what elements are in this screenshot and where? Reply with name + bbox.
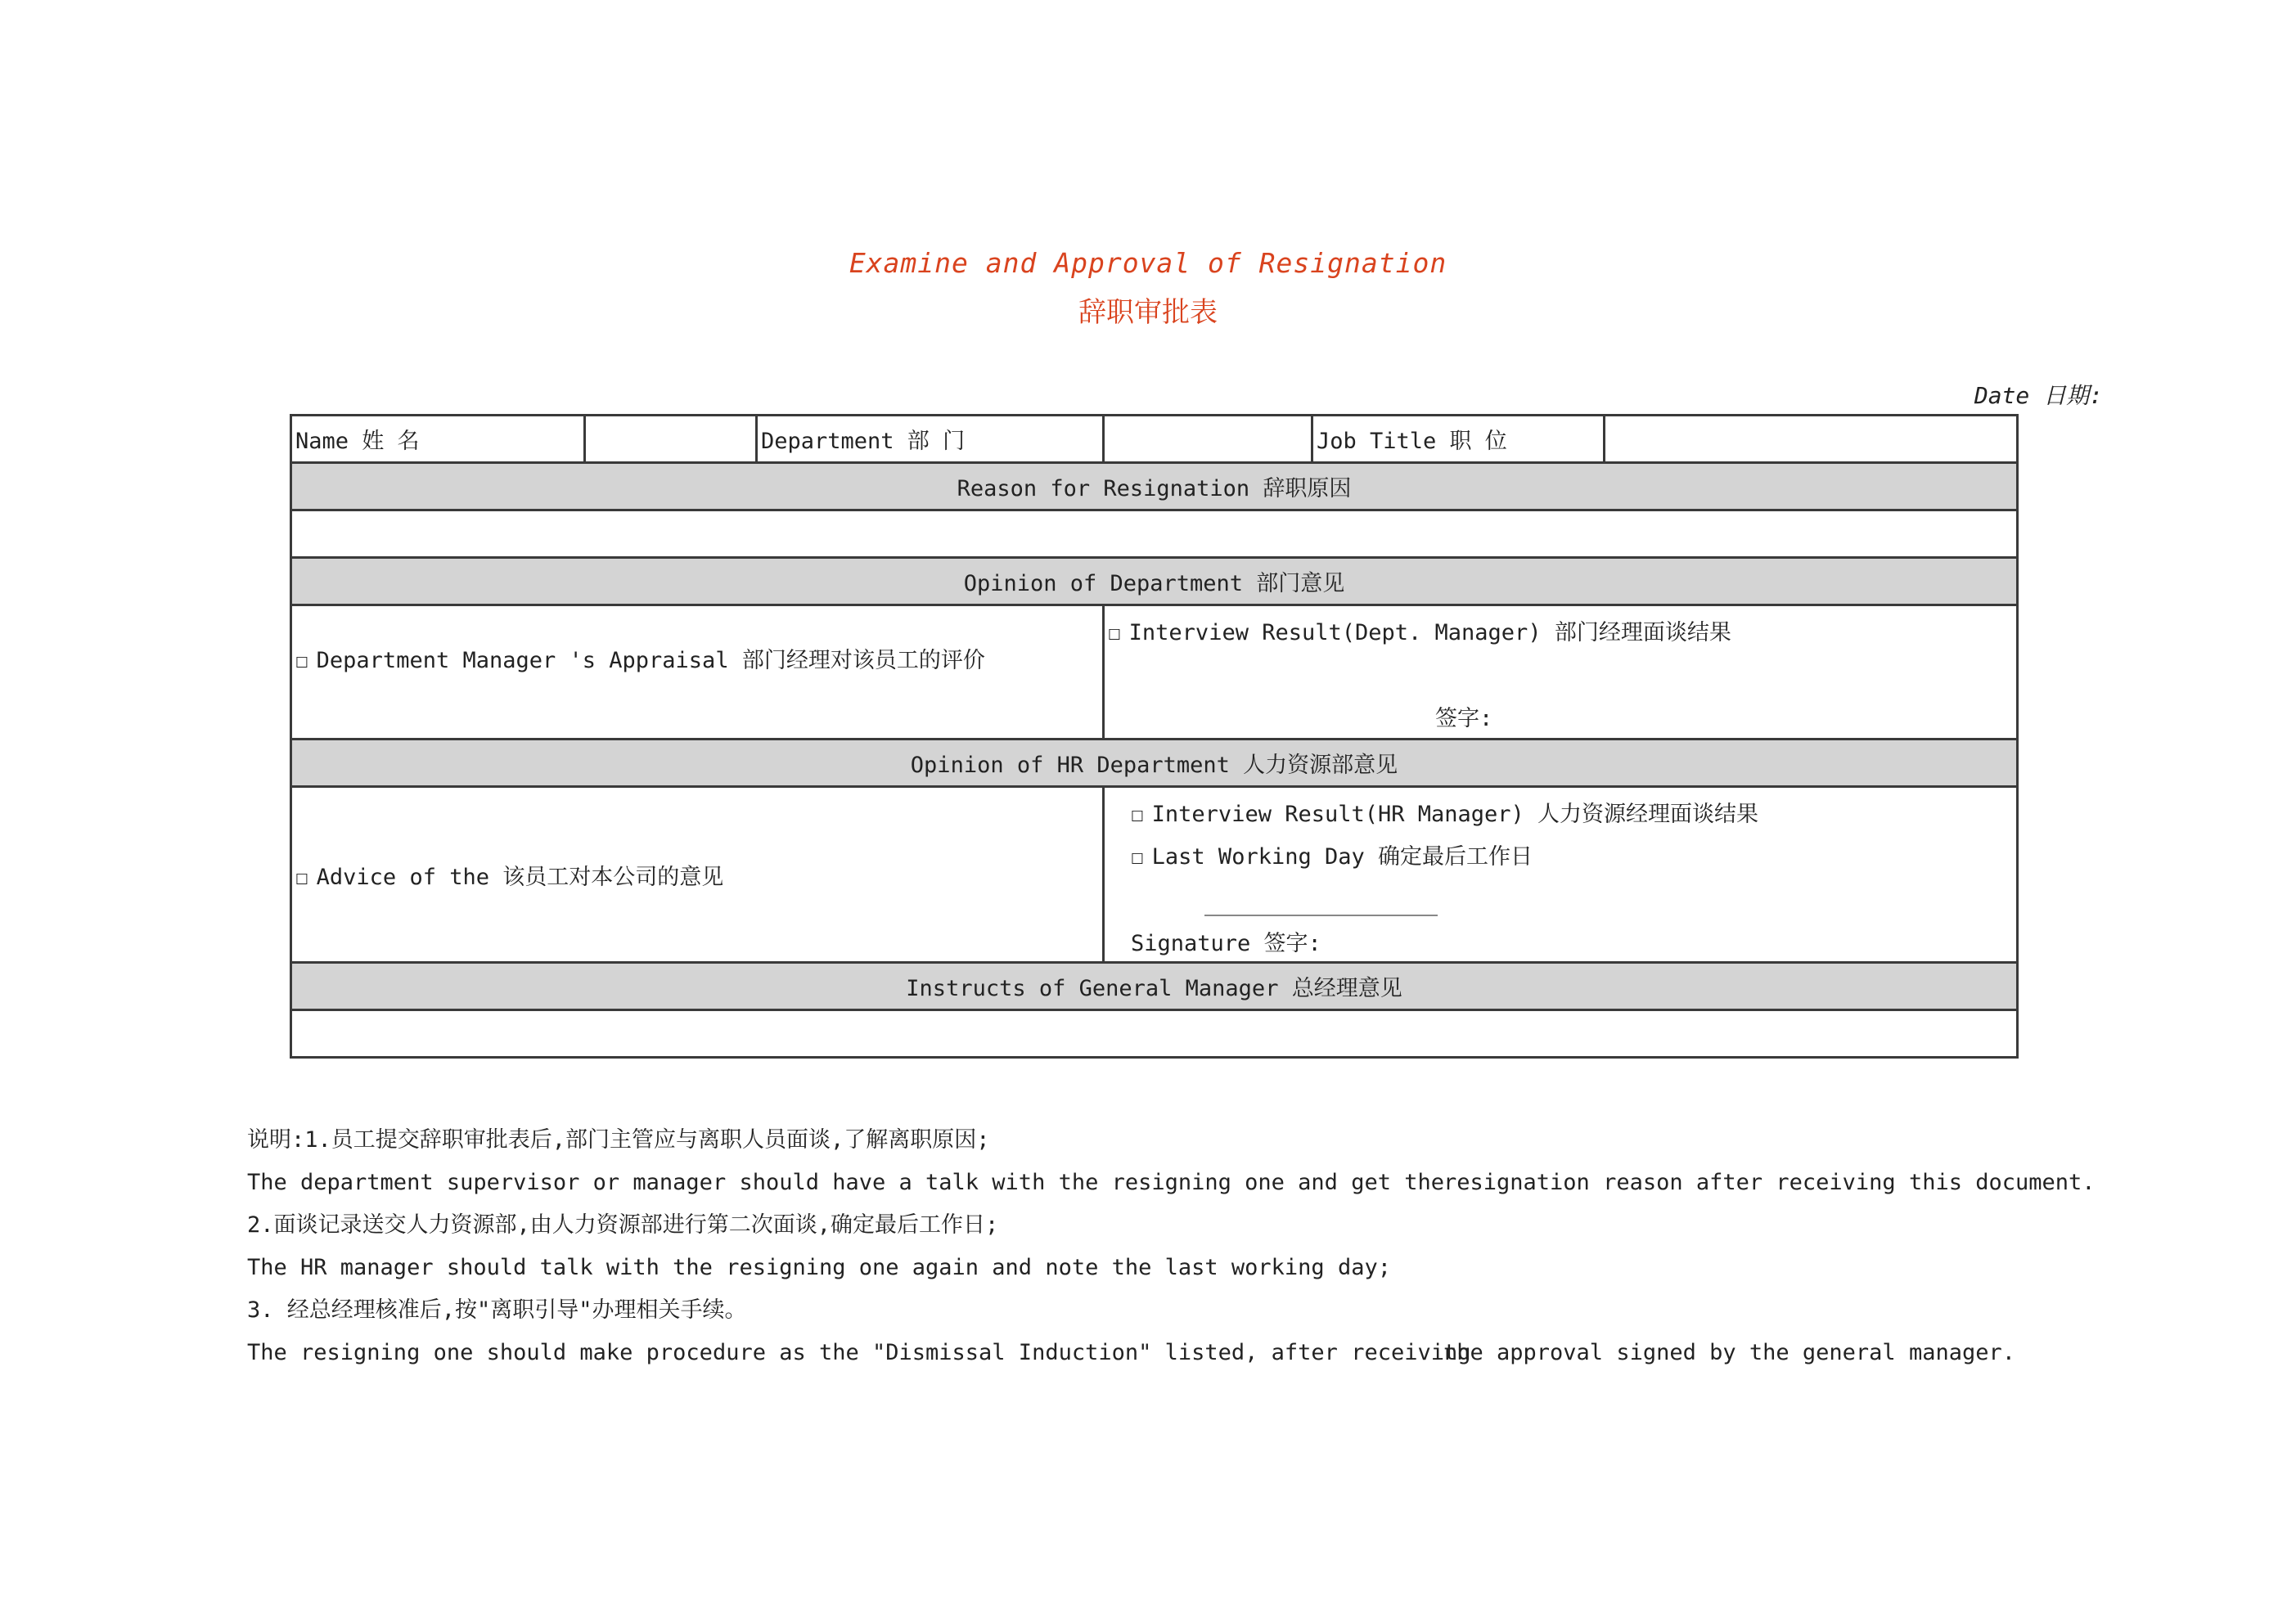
hr-opinion-header: Opinion of HR Department 人力资源部意见	[291, 740, 2018, 787]
gm-header-row	[291, 963, 2018, 1010]
checkbox-icon[interactable]: ☐	[295, 649, 308, 673]
dept-opinion-header: Opinion of Department 部门意见	[291, 558, 2018, 605]
hr-interview-cell[interactable]	[1104, 787, 2018, 963]
hr-opinion-row	[291, 787, 2018, 963]
dept-appraisal-cell[interactable]	[291, 605, 1104, 740]
hr-interview-label: Interview Result(HR Manager) 人力资源经理面谈结果	[1151, 802, 1759, 827]
gm-field[interactable]	[291, 1010, 2018, 1058]
checkbox-icon[interactable]: ☐	[1108, 621, 1121, 645]
checkbox-icon[interactable]: ☐	[1131, 845, 1144, 870]
date-label: Date 日期:	[1974, 382, 2103, 409]
name-label: Name 姓 名	[291, 416, 585, 463]
signature-line[interactable]	[1204, 913, 1438, 916]
gm-header: Instructs of General Manager 总经理意见	[291, 963, 2018, 1010]
dept-interview-label: Interview Result(Dept. Manager) 部门经理面谈结果	[1128, 620, 1731, 645]
checkbox-icon[interactable]: ☐	[295, 865, 308, 890]
note-3-cn: 3. 经总经理核准后,按"离职引导"办理相关手续。	[247, 1297, 747, 1323]
dept-signature-label: 签字:	[1435, 706, 1493, 731]
dept-opinion-row	[291, 605, 2018, 740]
checkbox-icon[interactable]: ☐	[1131, 803, 1144, 827]
reason-header-row	[291, 463, 2018, 510]
hr-advice-cell[interactable]	[291, 787, 1104, 963]
department-label: Department 部 门	[757, 416, 1104, 463]
identity-row	[291, 416, 2018, 463]
note-3-en-b: the approval signed by the general manager.	[1443, 1340, 2015, 1365]
note-3-en-a: The resigning one should make procedure as the "Dismissal Induction" listed, after receiving	[247, 1340, 1471, 1365]
job-title-label: Job Title 职 位	[1312, 416, 1605, 463]
note-1-cn: 说明:1.员工提交辞职审批表后,部门主管应与离职人员面谈,了解离职原因;	[247, 1127, 990, 1153]
hr-advice-label: Advice of the 该员工对本公司的意见	[316, 864, 724, 890]
department-field[interactable]	[1104, 416, 1312, 463]
resignation-form-table	[290, 414, 2019, 1059]
reason-field[interactable]	[291, 510, 2018, 558]
note-2-en: The HR manager should talk with the resigning one again and note the last working day;	[247, 1255, 1391, 1280]
hr-signature-label: Signature 签字:	[1131, 931, 1321, 956]
gm-row	[291, 1010, 2018, 1058]
reason-row	[291, 510, 2018, 558]
hr-opinion-header-row	[291, 740, 2018, 787]
dept-appraisal-label: Department Manager 's Appraisal 部门经理对该员工的评价	[316, 648, 985, 673]
dept-interview-cell[interactable]	[1104, 605, 2018, 740]
note-2-cn: 2.面谈记录送交人力资源部,由人力资源部进行第二次面谈,确定最后工作日;	[247, 1212, 999, 1238]
notes-section	[247, 1119, 2129, 1374]
dept-opinion-header-row	[291, 558, 2018, 605]
reason-header: Reason for Resignation 辞职原因	[291, 463, 2018, 510]
hr-last-day-label: Last Working Day 确定最后工作日	[1151, 844, 1533, 870]
form-title-english: Examine and Approval of Resignation	[849, 247, 1447, 279]
note-1-en-b: resignation reason after receiving this document.	[1443, 1170, 2096, 1195]
form-title-chinese: 辞职审批表	[1078, 296, 1218, 329]
note-1-en-a: The department supervisor or manager should have a talk with the resigning one and get the	[247, 1170, 1444, 1195]
name-field[interactable]	[585, 416, 757, 463]
job-title-field[interactable]	[1605, 416, 2018, 463]
